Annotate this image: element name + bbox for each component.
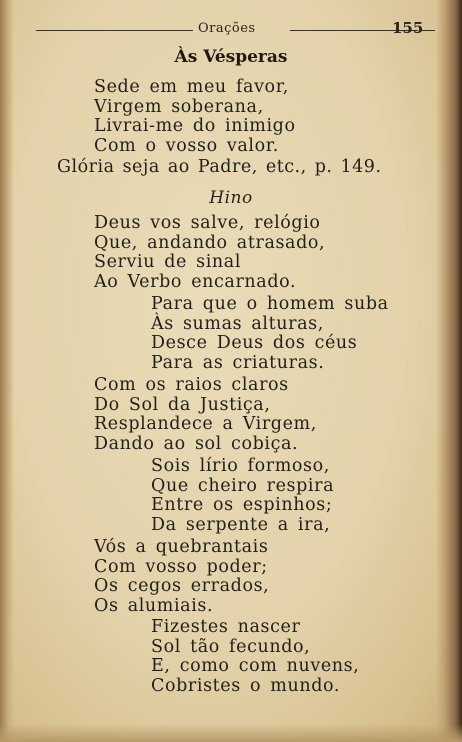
verse-line: Os alumiais.: [94, 595, 214, 616]
intro-stanza: [94, 78, 296, 156]
hymn-stanza-1: [94, 214, 325, 292]
header-rule-tail: [421, 30, 435, 31]
verse-line: Entre os espinhos;: [151, 495, 333, 515]
verse-line: Do Sol da Justiça,: [94, 394, 271, 415]
section-title: Às Vésperas: [174, 47, 288, 67]
gloria-rubric: Glória seja ao Padre, etc., p. 149.: [57, 157, 382, 177]
verse-line: Para as criaturas.: [151, 352, 325, 373]
running-header: [36, 18, 436, 40]
verse-line: Livrai-me do inimigo: [94, 116, 296, 136]
verse-line: Às sumas alturas,: [151, 313, 324, 334]
verse-line: Que, andando atrasado,: [94, 232, 326, 253]
page-bottom-shadow: [0, 724, 462, 742]
verse-line: Os cegos errados,: [94, 576, 270, 596]
verse-line: Com os raios claros: [94, 375, 289, 395]
hymn-title: Hino: [209, 188, 253, 208]
verse-line: Deus vos salve, relógio: [94, 213, 321, 233]
verse-line: Sol tão fecundo,: [151, 636, 311, 657]
verse-line: Cobristes o mundo.: [151, 675, 341, 696]
verse-line: Desce Deus dos céus: [151, 333, 358, 353]
verse-line: Vós a quebrantais: [94, 537, 269, 557]
verse-line: Virgem soberana,: [94, 96, 264, 117]
verse-line: Que cheiro respira: [151, 475, 335, 496]
verse-line: Sois lírio formoso,: [151, 456, 330, 476]
verse-line: Fizestes nascer: [151, 617, 301, 637]
running-title: Orações: [198, 21, 256, 36]
hymn-stanza-4: [151, 457, 334, 535]
hymn-stanza-3: [94, 376, 317, 454]
verse-line: Resplandece a Virgem,: [94, 414, 317, 434]
verse-line: Com vosso poder;: [94, 556, 268, 577]
verse-line: Com o vosso valor.: [94, 135, 279, 156]
verse-line: E, como com nuvens,: [151, 656, 360, 676]
verse-line: Ao Verbo encarnado.: [94, 271, 297, 292]
verse-line: Para que o homem suba: [151, 294, 389, 314]
verse-line: Da serpente a ira,: [151, 514, 331, 535]
verse-line: Serviu de sinal: [94, 252, 242, 272]
page-gutter-shadow: [436, 0, 462, 742]
header-rule-left: [36, 30, 193, 31]
hymn-stanza-5: [94, 538, 269, 616]
verse-line: Sede em meu favor,: [94, 77, 289, 97]
verse-line: Dando ao sol cobiça.: [94, 433, 299, 454]
hymn-stanza-2: [151, 295, 389, 373]
page-left-shadow: [0, 0, 14, 742]
hymn-stanza-6: [151, 618, 359, 696]
page-number: 155: [392, 19, 424, 37]
